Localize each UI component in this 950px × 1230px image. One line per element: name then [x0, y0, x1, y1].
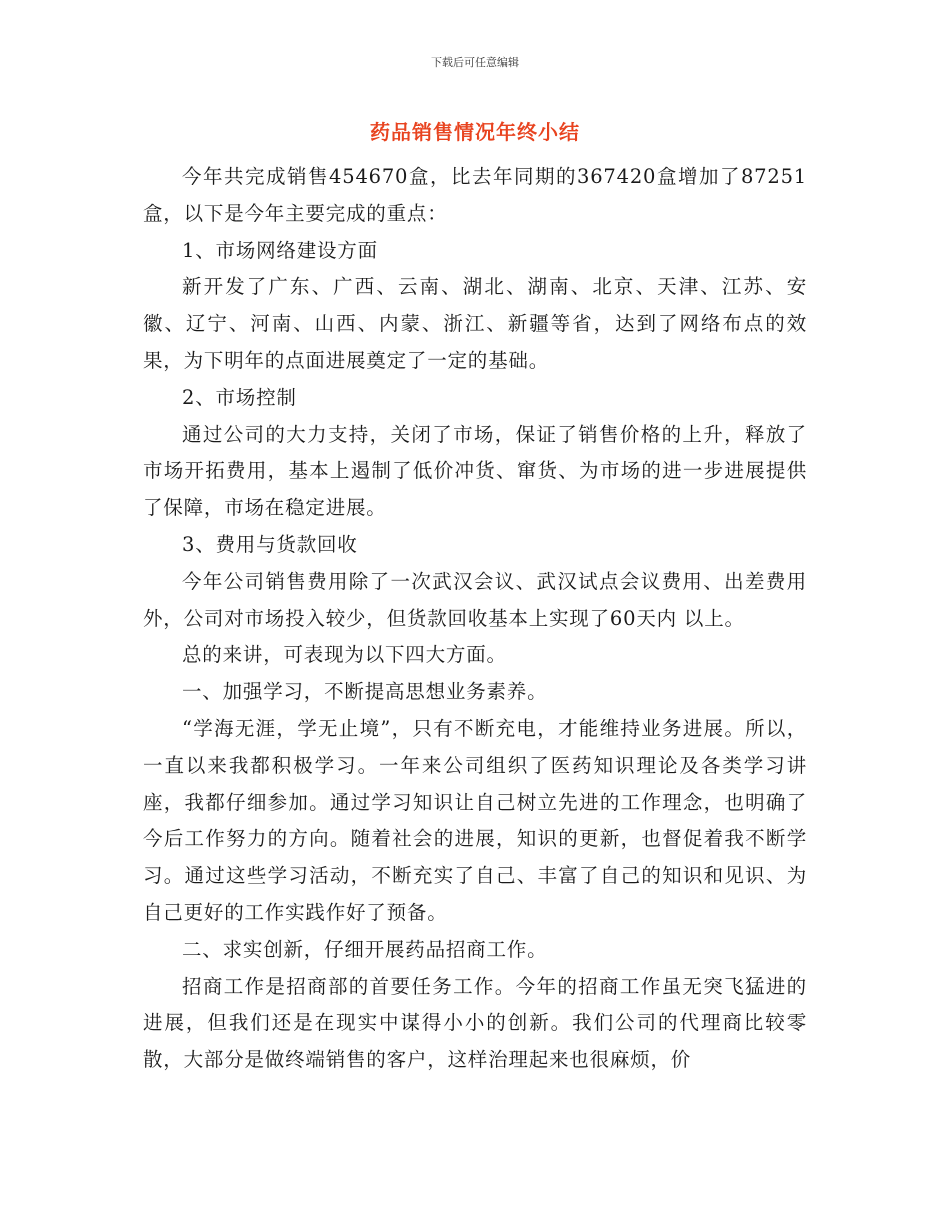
paragraph-overview: 总的来讲，可表现为以下四大方面。	[182, 643, 507, 667]
heading-costs-payment: 3、费用与货款回收	[182, 532, 358, 556]
paragraph-market-control: 通过公司的大力支持，关闭了市场，保证了销售价格的上升，释放了市场开拓费用，基本上遏制了低价冲货、窜货、为市场的进一步进展提供了保障，市场在稳定进展。	[143, 422, 807, 520]
paragraph-learning: “学海无涯，学无止境”，只有不断充电，才能维持业务进展。所以，一直以来我都积极学习。一年来公司组织了医药知识理论及各类学习讲座，我都仔细参加。通过学习知识让自己树立先进的工作理念，也明确了今后工作努力的方向。随着社会的进展，知识的更新，也督促着我不断学习。通过这些学习活动，不断充实了自己、丰富了自己的知识和见识、为自己更好的工作实践作好了预备。	[143, 716, 807, 924]
paragraph-costs-payment: 今年公司销售费用除了一次武汉会议、武汉试点会议费用、出差费用外，公司对市场投入较少，但货款回收基本上实现了60天内 以上。	[143, 569, 807, 630]
heading-learning: 一、加强学习，不断提高思想业务素养。	[182, 680, 548, 704]
document-title: 药品销售情况年终小结	[370, 120, 580, 144]
header-note: 下载后可任意编辑	[431, 56, 519, 69]
paragraph-market-network: 新开发了广东、广西、云南、湖北、湖南、北京、天津、江苏、安徽、辽宁、河南、山西、内蒙、浙江、新疆等省，达到了网络布点的效果，为下明年的点面进展奠定了一定的基础。	[143, 275, 807, 372]
heading-market-network: 1、市场网络建设方面	[182, 238, 378, 262]
document-body	[143, 159, 807, 1079]
paragraph-sales-summary: 今年共完成销售454670盒，比去年同期的367420盒增加了87251盒，以下是今年主要完成的重点：	[143, 165, 807, 225]
heading-market-control: 2、市场控制	[182, 385, 297, 409]
paragraph-investment-work: 招商工作是招商部的首要任务工作。今年的招商工作虽无突飞猛进的进展，但我们还是在现实中谋得小小的创新。我们公司的代理商比较零散，大部分是做终端销售的客户，这样治理起来也很麻烦，价	[143, 974, 807, 1072]
heading-investment-work: 二、求实创新，仔细开展药品招商工作。	[182, 937, 548, 961]
